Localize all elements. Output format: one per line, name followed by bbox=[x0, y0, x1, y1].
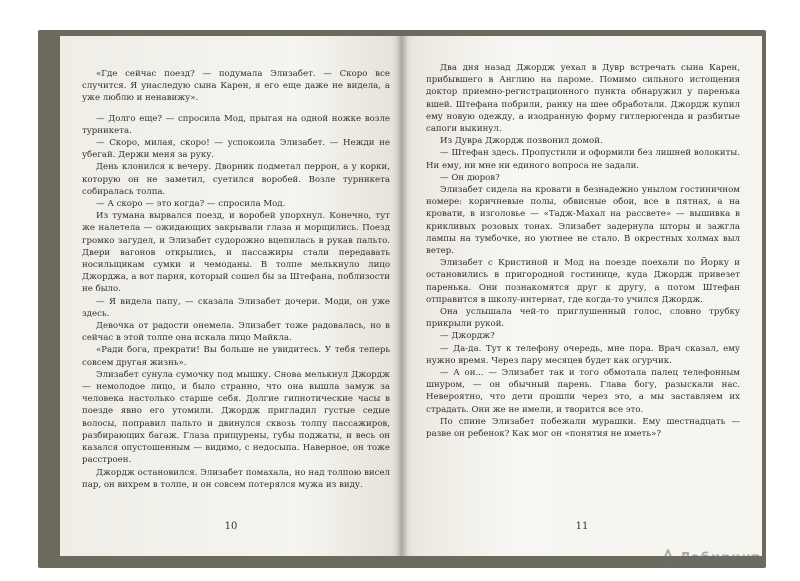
page-number-right: 11 bbox=[575, 521, 589, 532]
labyrinth-logo-icon bbox=[660, 549, 676, 567]
paragraph: — Да-да. Тут к телефону очередь, мне пора. Врач сказал, ему нужно время. Через пару месяцев будет как огурчик. bbox=[426, 343, 740, 366]
paragraph: — Он дюров? bbox=[440, 172, 500, 183]
paragraph: Джордж остановился. Элизабет помахала, но над толпою висел пар, он вихрем в толпе, и он совсем потерялся мужа из виду. bbox=[82, 467, 390, 490]
paragraph: — А он... — Элизабет так и того обмотала палец телефонным шнуром, — он обычный парень. Глава богу, разыскали нас. Невероятно, что дети прошли через это, а мы заставляем их страдать. Они же не имели, и творится все это. bbox=[426, 368, 740, 415]
paragraph: — Долго еще? — спросила Мод, прыгая на одной ножке возле турникета. bbox=[82, 113, 390, 136]
paragraph: «Где сейчас поезд? — подумала Элизабет. — Скоро все случится. Я унаследую сына Карен, я его еще даже не видела, а уже люблю и ненавижу». bbox=[82, 69, 390, 104]
right-page bbox=[402, 36, 762, 556]
paragraph: — Штефан здесь. Пропустили и оформили без лишней волокиты. Ни ему, ни мне ни единого вопроса не задали. bbox=[426, 148, 740, 171]
paragraph: Девочка от радости онемела. Элизабет тоже радовалась, но в сейчас в этой толпе она искала лицо Майкла. bbox=[82, 321, 390, 344]
paragraph: — Скоро, милая, скоро! — успокоила Элизабет. — Нежди не убегай. Держи меня за руку. bbox=[82, 138, 390, 161]
paragraph: Два дня назад Джордж уехал в Дувр встречать сына Карен, прибывшего в Англию на пароме. Помимо сильного истощения доктор приемно-регистрационного пункта обнаружил у паренька вшей. Штефана побрили, ранку на шее обработали. Джордж купил ему новую одежду, а изодранную форму гитлерюгенда и разбитые сапоги выкинул. bbox=[426, 63, 740, 135]
left-page-text bbox=[82, 68, 390, 491]
page-number-left: 10 bbox=[224, 521, 238, 532]
paragraph: — А скоро — это когда? — спросила Мод. bbox=[96, 199, 286, 210]
paragraph: — Джордж? bbox=[440, 331, 495, 342]
paragraph: Элизабет с Кристиной и Мод на поезде поехали по Йорку и остановились в пригородной гостинице, куда Джордж привезет паренька. Они познакомятся друг к другу, а потом Штефан отправится в школу-интернат, где когда-то учился Джордж. bbox=[426, 258, 740, 305]
paragraph: Она услышала чей-то приглушенный голос, словно трубку прикрыли рукой. bbox=[426, 307, 740, 330]
paragraph: По спине Элизабет побежали мурашки. Ему шестнадцать — разве он ребенок? Как мог он «понятия не иметь»? bbox=[426, 416, 740, 440]
paragraph: День клонился к вечеру. Дворник подметал перрон, а у корки, которую он не заметил, суетился воробей. Возле турникета собиралась толпа. bbox=[82, 162, 390, 197]
left-page bbox=[60, 36, 402, 556]
paragraph: Из тумана вырвался поезд, и воробей упорхнул. Конечно, тут же налетела — ожидающих закрывали глаза и морщились. Поезд громко загудел, и Элизабет судорожно вцепилась в рукав пальто. Двери вагонов открылись, и пассажиры стали передавать носильщикам сумки и чемоданы. В толпе мелькнуло лицо Джорджа, а вот парня, который сошел бы за Штефана, поблизости не было. bbox=[82, 211, 390, 295]
book-spine bbox=[396, 36, 408, 556]
watermark bbox=[660, 549, 760, 567]
paragraph: Элизабет сидела на кровати в безнадежно унылом гостиничном номере: коричневые полы, обвисные обои, все в пятнах, а на кровати, в изголовье — «Тадж-Махал на рассвете» — вышивка в крикливых розовых тонах. Элизабет задернула шторы и зажгла лампы на тумбочке, но уютнее не стало. В окрестных холмах выл ветер. bbox=[426, 185, 740, 257]
paragraph: — Я видела папу, — сказала Элизабет дочери. Моди, он уже здесь. bbox=[82, 296, 390, 319]
paragraph: Элизабет сунула сумочку под мышку. Снова мелькнул Джордж — немолодое лицо, и было странно, что она вышла замуж за человека настолько старше себя. Долгие гипнотические часы в поезде явно его утомили. Джордж пригладил густые седые волосы, поправил пальто и двинулся сквозь толпу пассажиров, разбирающих багаж. Глаза прищурены, губы поджаты, и весь он казался опустошенным — видимо, с недосыпа. Наверное, он тоже расстроен. bbox=[82, 369, 390, 466]
right-page-text bbox=[426, 62, 740, 440]
paragraph: «Ради бога, прекрати! Вы больше не увидитесь. У тебя теперь совсем другая жизнь». bbox=[82, 345, 390, 368]
paragraph: Из Дувра Джордж позвонил домой. bbox=[440, 136, 603, 147]
watermark-text: Лабиринт bbox=[679, 550, 760, 566]
